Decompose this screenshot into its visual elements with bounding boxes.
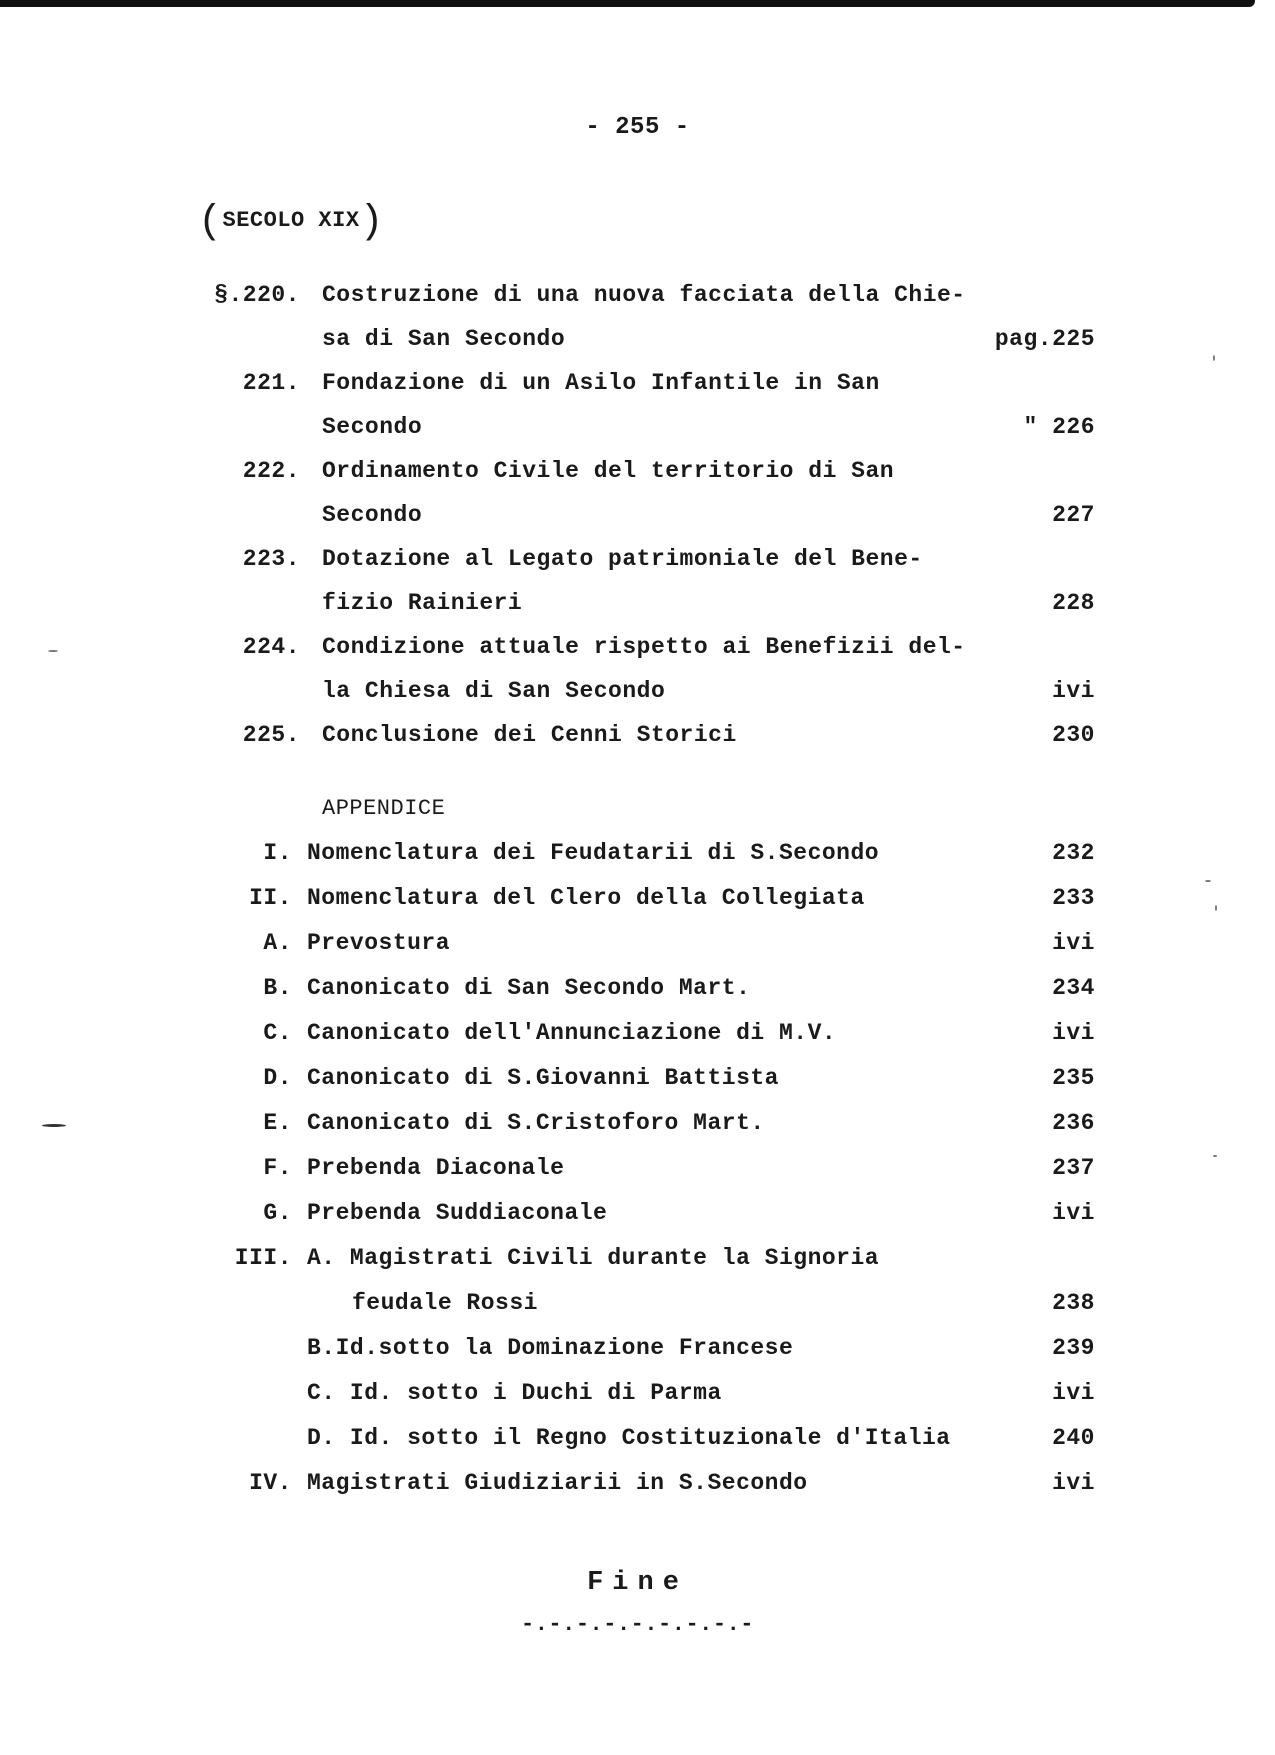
toc-entry-222-cont	[0, 502, 1275, 532]
appendix-item-B	[0, 975, 1275, 1005]
entry-title-line-1: Fondazione di un Asilo Infantile in San	[322, 370, 880, 396]
closing-ornament: -.-.-.-.-.-.-.-.-	[521, 1612, 754, 1637]
scan-speck	[1215, 905, 1217, 911]
appendix-item-III-cont	[0, 1290, 1275, 1320]
entry-number: 221.	[242, 370, 300, 396]
appendix-item-IV	[0, 1470, 1275, 1500]
appendix-title: Canonicato di S.Giovanni Battista	[307, 1065, 779, 1091]
appendix-page: 234	[1052, 975, 1095, 1001]
appendix-number: IV.	[249, 1470, 292, 1496]
closing-word: Fine	[587, 1568, 688, 1598]
entry-title-line-2: la Chiesa di San Secondo	[322, 678, 666, 704]
appendix-number: B.	[263, 975, 292, 1001]
entry-number: 224.	[242, 634, 300, 660]
appendix-page: ivi	[1052, 1470, 1095, 1496]
appendix-item-III	[0, 1245, 1275, 1275]
appendix-number: D.	[263, 1065, 292, 1091]
appendix-title: B.Id.sotto la Dominazione Francese	[307, 1335, 794, 1361]
appendix-item-III-D	[0, 1425, 1275, 1455]
appendix-page: 240	[1052, 1425, 1095, 1451]
entry-number: 222.	[242, 458, 300, 484]
appendix-title: Nomenclatura dei Feudatarii di S.Secondo	[307, 840, 880, 866]
entry-number: 225.	[242, 722, 300, 748]
entry-title-line-2: Secondo	[322, 414, 423, 440]
section-heading-text: SECOLO XIX	[222, 208, 360, 233]
appendix-number: A.	[263, 930, 292, 956]
appendix-number: E.	[263, 1110, 292, 1136]
appendix-number: G.	[263, 1200, 292, 1226]
appendix-title: Canonicato dell'Annunciazione di M.V.	[307, 1020, 837, 1046]
section-heading	[198, 200, 384, 245]
entry-number: 223.	[242, 546, 300, 572]
open-paren: (	[198, 200, 223, 245]
entry-title-line-1: Ordinamento Civile del territorio di San	[322, 458, 895, 484]
appendix-number: II.	[249, 885, 292, 911]
entry-page: 228	[1052, 590, 1095, 616]
entry-number: §.220.	[214, 282, 300, 308]
appendix-item-II	[0, 885, 1275, 915]
appendix-title: Nomenclatura del Clero della Collegiata	[307, 885, 865, 911]
entry-title-line-1: Costruzione di una nuova facciata della Chie-	[322, 282, 966, 308]
appendix-title: D. Id. sotto il Regno Costituzionale d'Italia	[307, 1425, 951, 1451]
appendix-item-III-B	[0, 1335, 1275, 1365]
toc-entry-221	[0, 370, 1275, 400]
entry-page: 230	[1052, 722, 1095, 748]
appendix-page: 235	[1052, 1065, 1095, 1091]
entry-title-line-2: Secondo	[322, 502, 423, 528]
appendix-page: 236	[1052, 1110, 1095, 1136]
appendix-item-C	[0, 1020, 1275, 1050]
appendix-title: C. Id. sotto i Duchi di Parma	[307, 1380, 722, 1406]
appendix-page: 232	[1052, 840, 1095, 866]
toc-entry-220	[0, 282, 1275, 312]
entry-page: 227	[1052, 502, 1095, 528]
appendix-title: Canonicato di San Secondo Mart.	[307, 975, 751, 1001]
appendix-number: III.	[234, 1245, 292, 1271]
appendix-number: I.	[263, 840, 292, 866]
appendix-item-I	[0, 840, 1275, 870]
appendix-title: Canonicato di S.Cristoforo Mart.	[307, 1110, 765, 1136]
scan-speck	[1213, 355, 1215, 361]
toc-entry-224-cont	[0, 678, 1275, 708]
appendix-title: A. Magistrati Civili durante la Signoria	[307, 1245, 880, 1271]
toc-entry-220-cont	[0, 326, 1275, 356]
scan-speck	[1213, 1155, 1217, 1157]
close-paren: )	[359, 200, 385, 245]
appendix-item-G	[0, 1200, 1275, 1230]
toc-entry-224	[0, 634, 1275, 664]
appendix-page: 233	[1052, 885, 1095, 911]
scan-speck	[48, 650, 58, 652]
appendix-number: F.	[263, 1155, 292, 1181]
entry-title-line-2: fizio Rainieri	[322, 590, 523, 616]
appendix-item-A	[0, 930, 1275, 960]
entry-title-line-1: Condizione attuale rispetto ai Benefizii del-	[322, 634, 966, 660]
appendix-title: Prebenda Suddiaconale	[307, 1200, 608, 1226]
appendix-page: ivi	[1052, 1200, 1095, 1226]
appendix-heading: APPENDICE	[322, 796, 446, 821]
appendix-page: 238	[1052, 1290, 1095, 1316]
appendix-item-D	[0, 1065, 1275, 1095]
appendix-number: C.	[263, 1020, 292, 1046]
entry-title-line-2: sa di San Secondo	[322, 326, 566, 352]
toc-entry-223	[0, 546, 1275, 576]
page-number: - 255 -	[585, 114, 690, 141]
appendix-page: 239	[1052, 1335, 1095, 1361]
appendix-item-E	[0, 1110, 1275, 1140]
entry-title-line-1: Dotazione al Legato patrimoniale del Bene-	[322, 546, 923, 572]
toc-entry-223-cont	[0, 590, 1275, 620]
entry-title: Conclusione dei Cenni Storici	[322, 722, 737, 748]
entry-page: ivi	[1052, 678, 1095, 704]
appendix-page: 237	[1052, 1155, 1095, 1181]
toc-entry-222	[0, 458, 1275, 488]
scan-speck	[42, 1124, 66, 1127]
entry-page: " 226	[1023, 414, 1095, 440]
scan-speck	[1205, 880, 1211, 882]
appendix-title: feudale Rossi	[352, 1290, 538, 1316]
appendix-page: ivi	[1052, 1380, 1095, 1406]
toc-entry-225	[0, 722, 1275, 752]
entry-page: pag.225	[994, 326, 1095, 352]
appendix-item-F	[0, 1155, 1275, 1185]
appendix-page: ivi	[1052, 1020, 1095, 1046]
appendix-title: Magistrati Giudiziarii in S.Secondo	[307, 1470, 808, 1496]
appendix-title: Prebenda Diaconale	[307, 1155, 565, 1181]
toc-entry-221-cont	[0, 414, 1275, 444]
appendix-title: Prevostura	[307, 930, 451, 956]
appendix-item-III-C	[0, 1380, 1275, 1410]
appendix-page: ivi	[1052, 930, 1095, 956]
